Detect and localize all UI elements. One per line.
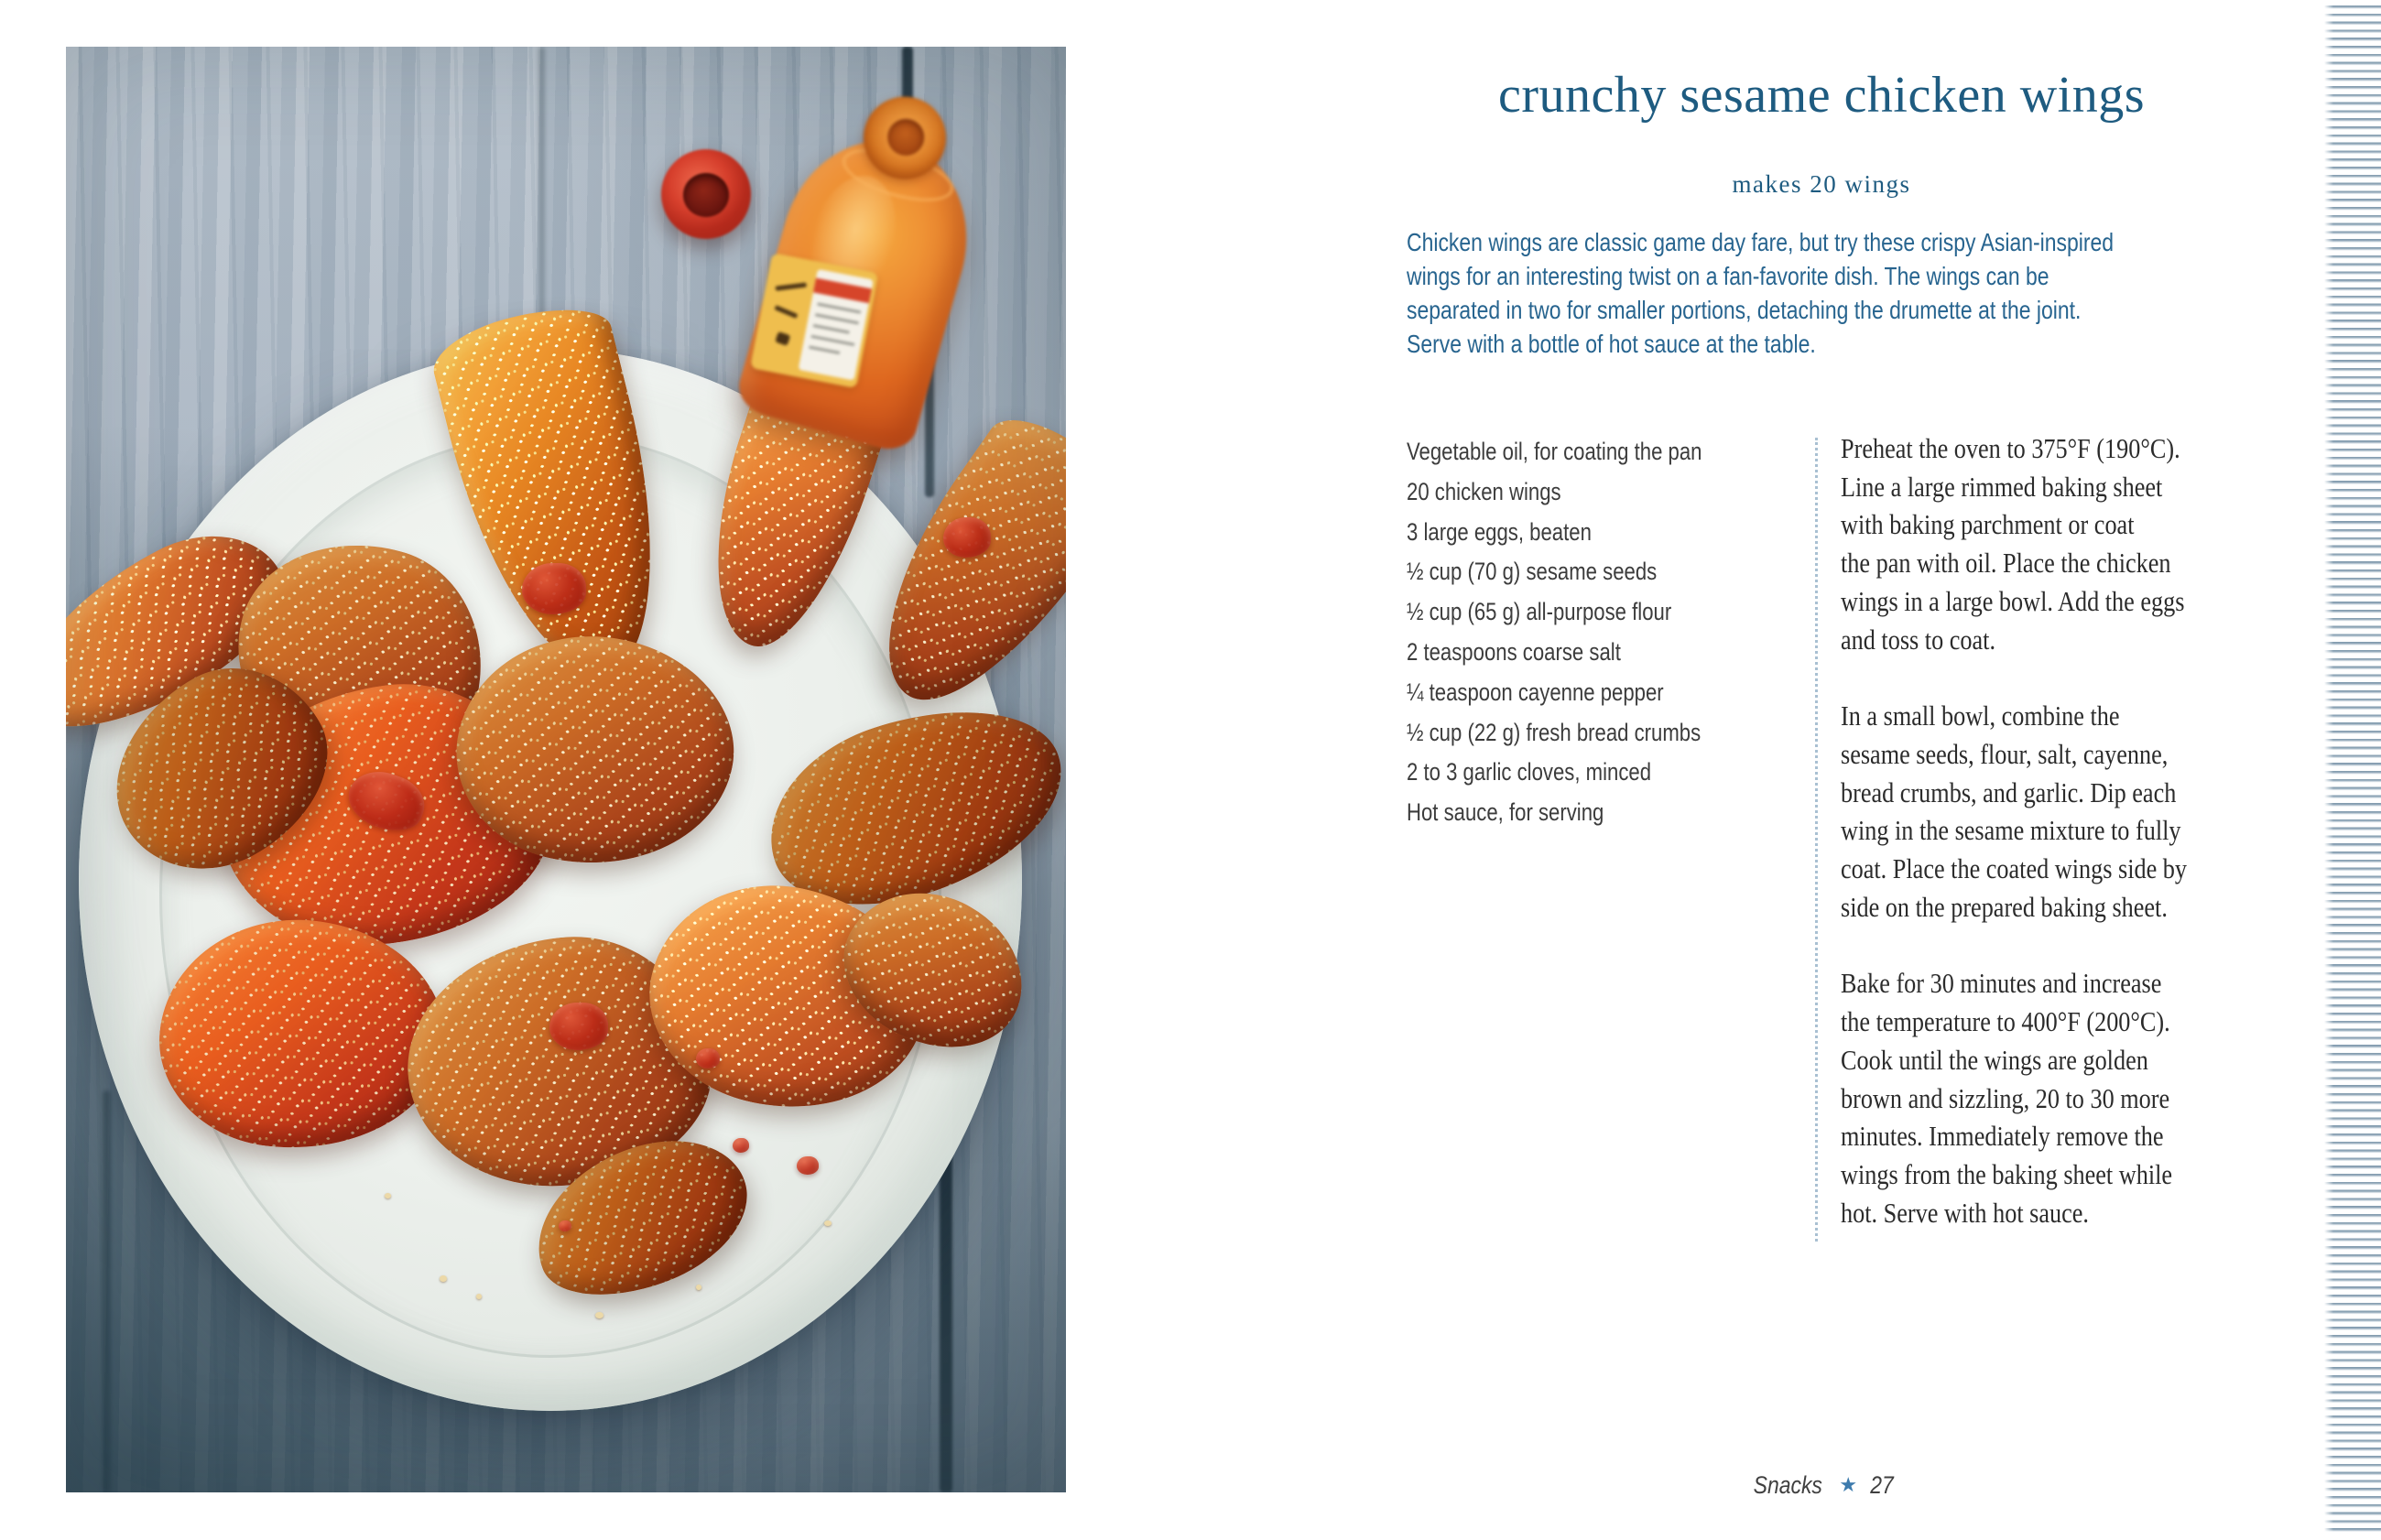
recipe-intro	[1407, 225, 2269, 361]
instruction-line: wings in a large bowl. Add the eggs	[1841, 585, 2185, 617]
label-marking	[776, 283, 807, 291]
instruction-paragraph	[1841, 430, 2238, 659]
bottle-cap-red	[661, 149, 751, 239]
bread-crumb	[824, 1220, 832, 1226]
instruction-line: wings from the baking sheet while	[1841, 1158, 2173, 1190]
ingredient-line: ½ cup (70 g) sesame seeds	[1407, 558, 1658, 586]
label-fine-print	[809, 346, 840, 354]
label-marking	[774, 305, 798, 319]
ingredient-line: ¼ teaspoon cayenne pepper	[1407, 678, 1664, 706]
page-edge-stripes	[2324, 5, 2381, 1535]
instruction-line: coat. Place the coated wings side by	[1841, 853, 2188, 885]
recipe-yield: makes 20 wings	[1732, 170, 1911, 198]
instruction-line: brown and sizzling, 20 to 30 more	[1841, 1082, 2170, 1114]
ingredient-line: Hot sauce, for serving	[1407, 798, 1604, 827]
instruction-line: with baking parchment or coat	[1841, 509, 2135, 541]
label-fine-print	[817, 302, 861, 313]
instruction-line: the temperature to 400°F (200°C).	[1841, 1006, 2170, 1038]
recipe-title: crunchy sesame chicken wings	[1498, 67, 2145, 124]
page-footer	[1405, 1467, 2238, 1503]
intro-line: wings for an interesting twist on a fan-favorite dish. The wings can be	[1407, 262, 2049, 290]
footer-section-label: Snacks	[1753, 1470, 1822, 1499]
instruction-line: minutes. Immediately remove the	[1841, 1121, 2164, 1153]
instruction-paragraph	[1841, 698, 2238, 927]
star-icon: ★	[1839, 1473, 1858, 1497]
sauce-drip	[943, 517, 991, 558]
bread-crumb	[696, 1285, 701, 1290]
bread-crumb	[385, 1193, 391, 1198]
intro-line: Chicken wings are classic game day fare, but try these crispy Asian-inspired	[1407, 228, 2115, 256]
ingredient-line: ½ cup (65 g) all-purpose flour	[1407, 598, 1672, 626]
recipe-photo	[66, 47, 1066, 1492]
instruction-line: side on the prepared baking sheet.	[1841, 891, 2168, 923]
instruction-line: wing in the sesame mixture to fully	[1841, 815, 2181, 847]
instruction-line: and toss to coat.	[1841, 624, 1996, 656]
instruction-line: sesame seeds, flour, salt, cayenne,	[1841, 738, 2169, 770]
bottle-spout-opening	[883, 114, 928, 159]
instructions	[1841, 430, 2238, 1271]
instruction-line: Preheat the oven to 375°F (190°C).	[1841, 433, 2180, 464]
instruction-line: Bake for 30 minutes and increase	[1841, 968, 2162, 1000]
bread-crumb	[476, 1294, 482, 1299]
bottle-label	[750, 253, 878, 388]
intro-line: separated in two for smaller portions, detaching the drumette at the joint.	[1407, 296, 2082, 324]
bread-crumb	[595, 1312, 603, 1318]
sauce-drip	[549, 1003, 608, 1050]
instruction-line: bread crumbs, and garlic. Dip each	[1841, 776, 2177, 808]
instruction-line: In a small bowl, combine the	[1841, 700, 2120, 732]
intro-line: Serve with a bottle of hot sauce at the table.	[1407, 330, 1816, 358]
instruction-line: the pan with oil. Place the chicken	[1841, 548, 2171, 580]
ingredient-line: 2 to 3 garlic cloves, minced	[1407, 758, 1652, 786]
label-fine-print	[815, 313, 859, 324]
column-divider	[1815, 438, 1818, 1242]
ingredient-line: 2 teaspoons coarse salt	[1407, 637, 1621, 666]
ingredient-line: Vegetable oil, for coating the pan	[1407, 438, 1702, 465]
ingredient-line: 3 large eggs, beaten	[1407, 517, 1592, 546]
ingredient-line: ½ cup (22 g) fresh bread crumbs	[1407, 718, 1701, 746]
sauce-drip	[522, 563, 586, 614]
instruction-line: Line a large rimmed baking sheet	[1841, 471, 2163, 503]
sauce-drip	[797, 1156, 819, 1175]
footer-page-number: 27	[1870, 1470, 1894, 1499]
label-marking	[775, 331, 790, 346]
instruction-paragraph	[1841, 965, 2238, 1232]
label-red-band	[813, 278, 872, 304]
instruction-line: Cook until the wings are golden	[1841, 1044, 2148, 1076]
ingredient-line: 20 chicken wings	[1407, 477, 1561, 505]
label-fine-print	[813, 324, 850, 334]
bottle-cap-opening	[683, 173, 729, 217]
sauce-drip	[696, 1048, 720, 1068]
sauce-drip	[733, 1138, 749, 1153]
bread-crumb	[440, 1275, 447, 1282]
sauce-drip	[559, 1220, 571, 1231]
instruction-line: hot. Serve with hot sauce.	[1841, 1197, 2089, 1229]
ingredients-list	[1407, 432, 1819, 833]
label-fine-print	[811, 335, 855, 346]
